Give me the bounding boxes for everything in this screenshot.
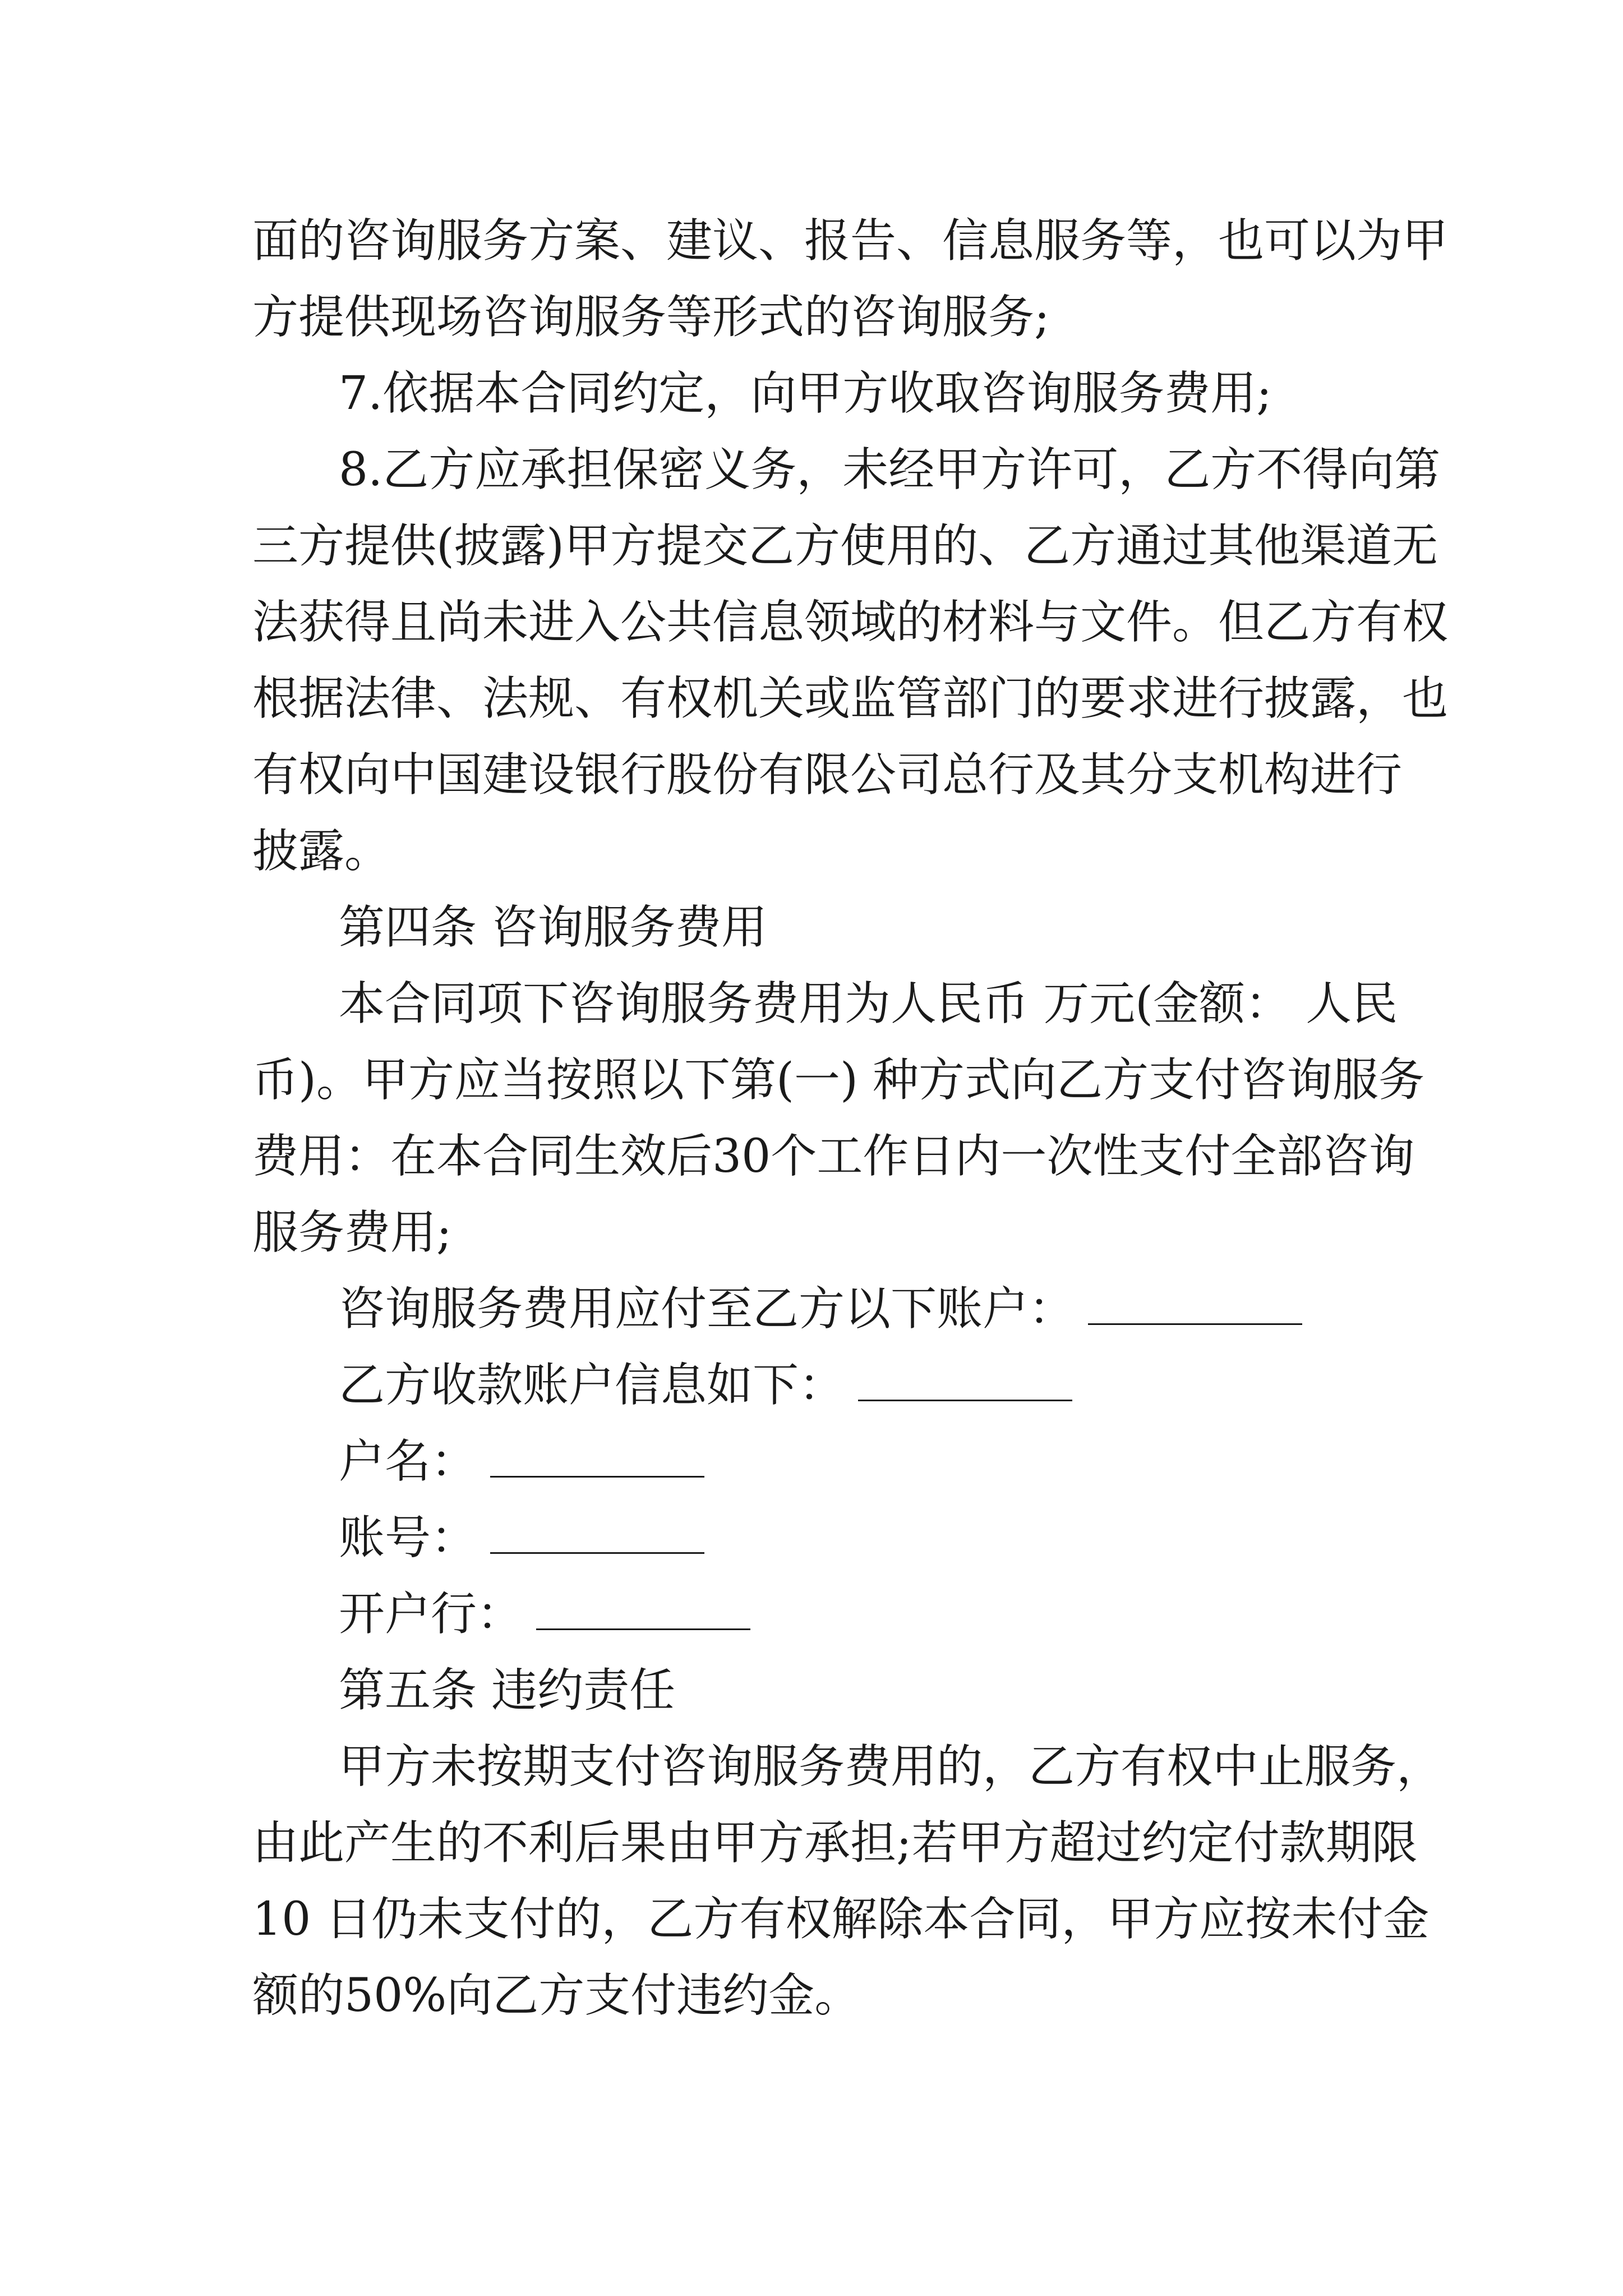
paragraph-line: 有权向中国建设银行股份有限公司总行及其分支机构进行 bbox=[252, 748, 1403, 802]
account-name-row bbox=[339, 1434, 704, 1490]
opening-bank-label: 开户行： bbox=[339, 1588, 523, 1641]
paragraph-line: 8.乙方应承担保密义务，未经甲方许可，乙方不得向第 bbox=[339, 443, 1441, 496]
account-name-blank bbox=[490, 1476, 704, 1478]
paragraph-line: 服务费用; bbox=[252, 1206, 452, 1259]
section-heading-article-4: 第四条 咨询服务费用 bbox=[339, 901, 768, 954]
account-number-blank bbox=[490, 1552, 704, 1554]
paragraph-line: 根据法律、法规、有权机关或监管部门的要求进行披露，也 bbox=[252, 672, 1449, 725]
paragraph-line: 三方提供(披露)甲方提交乙方使用的、乙方通过其他渠道无 bbox=[252, 519, 1438, 573]
account-number-label: 账号： bbox=[339, 1511, 477, 1565]
account-name-label: 户名： bbox=[339, 1435, 477, 1488]
payment-account-row bbox=[339, 1281, 1302, 1337]
section-heading-article-5: 第五条 违约责任 bbox=[339, 1664, 676, 1717]
paragraph-line: 本合同项下咨询服务费用为人民币 万元(金额： 人民 bbox=[339, 977, 1398, 1030]
payment-account-blank bbox=[1088, 1323, 1302, 1325]
paragraph-line: 币)。甲方应当按照以下第(一) 种方式向乙方支付咨询服务 bbox=[252, 1053, 1425, 1107]
opening-bank-row bbox=[339, 1586, 750, 1642]
paragraph-line: 甲方未按期支付咨询服务费用的，乙方有权中止服务， bbox=[339, 1740, 1443, 1793]
account-number-row bbox=[339, 1510, 704, 1566]
paragraph-line: 披露。 bbox=[252, 825, 391, 878]
paragraph-line: 额的50%向乙方支付违约金。 bbox=[252, 1969, 861, 2022]
paragraph-line: 由此产生的不利后果由甲方承担;若甲方超过约定付款期限 bbox=[252, 1816, 1418, 1870]
paragraph-line: 10 日仍未支付的，乙方有权解除本合同，甲方应按未付金 bbox=[252, 1893, 1430, 1946]
paragraph-line: 面的咨询服务方案、建议、报告、信息服务等，也可以为甲 bbox=[252, 214, 1449, 268]
paragraph-line: 费用：在本合同生效后30个工作日内一次性支付全部咨询 bbox=[252, 1130, 1415, 1183]
paragraph-line: 方提供现场咨询服务等形式的咨询服务; bbox=[252, 291, 1050, 344]
receiving-account-info-row bbox=[339, 1358, 1072, 1414]
opening-bank-blank bbox=[536, 1628, 750, 1630]
paragraph-line: 法获得且尚未进入公共信息领域的材料与文件。但乙方有权 bbox=[252, 596, 1449, 649]
paragraph-line: 7.依据本合同约定，向甲方收取咨询服务费用; bbox=[339, 367, 1272, 420]
receiving-account-info-blank bbox=[858, 1400, 1072, 1401]
receiving-account-info-label: 乙方收款账户信息如下： bbox=[339, 1359, 845, 1412]
payment-account-label: 咨询服务费用应付至乙方以下账户： bbox=[339, 1282, 1075, 1336]
